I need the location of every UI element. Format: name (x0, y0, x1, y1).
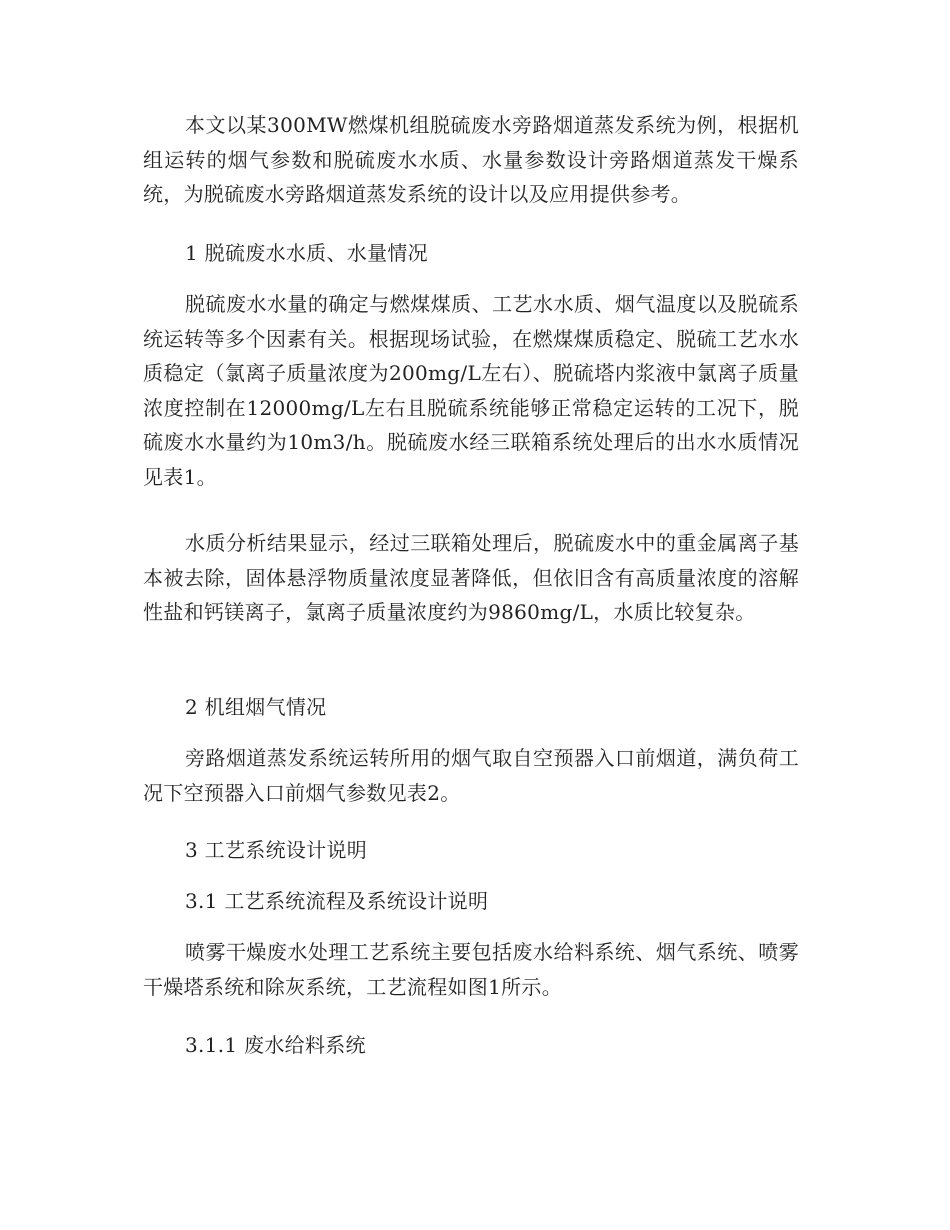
heading-section-3: 3 工艺系统设计说明 (185, 838, 368, 862)
paragraph-water-quality: 水质分析结果显示，经过三联箱处理后，脱硫废水中的重金属离子基本被去除，固体悬浮物质量浓度显著降低，但依旧含有高质量浓度的溶解性盐和钙镁离子，氯离子质量浓度约为9860mg/L，水质比较复杂。 (143, 531, 799, 624)
paragraph-flue-gas: 旁路烟道蒸发系统运转所用的烟气取自空预器入口前烟道，满负荷工况下空预器入口前烟气参数见表2。 (143, 746, 799, 805)
paragraph-intro: 本文以某300MW燃煤机组脱硫废水旁路烟道蒸发系统为例，根据机组运转的烟气参数和脱硫废水水质、水量参数设计旁路烟道蒸发干燥系统，为脱硫废水旁路烟道蒸发系统的设计以及应用提供参考。 (143, 113, 799, 206)
heading-section-1: 1 脱硫废水水质、水量情况 (185, 241, 428, 265)
heading-section-3-1-1: 3.1.1 废水给料系统 (185, 1033, 366, 1057)
paragraph-process-flow: 喷雾干燥废水处理工艺系统主要包括废水给料系统、烟气系统、喷雾干燥塔系统和除灰系统，工艺流程如图1所示。 (143, 940, 799, 999)
paragraph-wastewater-volume: 脱硫废水水量的确定与燃煤煤质、工艺水水质、烟气温度以及脱硫系统运转等多个因素有关。根据现场试验，在燃煤煤质稳定、脱硫工艺水水质稳定（氯离子质量浓度为200mg/L左右）、脱硫塔内浆液中氯离子质量浓度控制在12000mg/L左右且脱硫系统能够正常稳定运转的工况下，脱硫废水水量约为10m3/h。脱硫废水经三联箱系统处理后的出水水质情况见表1。 (143, 292, 799, 489)
heading-section-2: 2 机组烟气情况 (185, 695, 327, 719)
heading-section-3-1: 3.1 工艺系统流程及系统设计说明 (185, 889, 489, 913)
